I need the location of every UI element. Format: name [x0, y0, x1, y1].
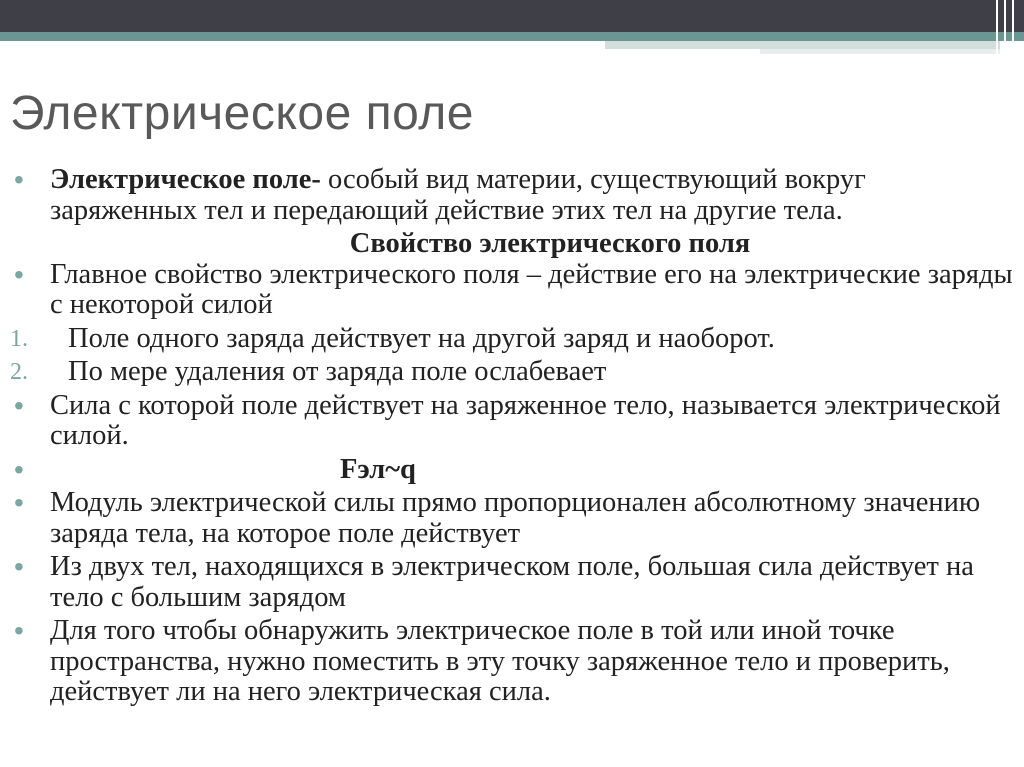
list-item — [0, 552, 1020, 613]
definition-text: особый вид материи, существующий вокруг заряженных тел и передающий действие этих тел на другие тела. — [50, 164, 866, 226]
slide-content — [0, 165, 1020, 708]
bullet-icon: • — [14, 551, 24, 582]
list-item — [0, 260, 1020, 321]
header-bar-light — [605, 41, 1000, 49]
list-item-text: Для того чтобы обнаружить электрическое поле в той или иной точке пространства, нужно поместить в эту точку заряженное тело и проверить, действует ли на него электрическая сила. — [50, 615, 950, 707]
numbered-item — [0, 324, 1020, 355]
numbered-item-text: По мере удаления от заряда поле ослабевает — [68, 356, 607, 387]
numbered-item-text: Поле одного заряда действует на другой заряд и наоборот. — [68, 322, 775, 354]
header-bar-teal — [0, 32, 1024, 41]
header-stripe — [1012, 0, 1014, 68]
formula: Fэл~q — [340, 453, 416, 485]
bullet-icon: • — [14, 164, 24, 195]
list-item — [0, 391, 1020, 452]
bullet-icon: • — [14, 453, 24, 485]
section-heading: Свойство электрического поля — [349, 228, 751, 259]
list-item-text: Главное свойство электрического поля – действие его на электрические заряды с некоторой силой — [50, 258, 1013, 320]
definition-term: Электрическое поле- — [50, 164, 321, 195]
header-stripe — [1004, 0, 1006, 68]
header-bar-light-secondary — [760, 49, 1000, 54]
slide-title: Электрическое поле — [10, 87, 474, 140]
header-bar-dark — [0, 0, 1024, 32]
force-definition-text: Сила с которой поле действует на заряженное тело, называется электрической силой. — [50, 389, 1001, 451]
header-stripe — [996, 0, 998, 68]
formula-item — [0, 455, 1020, 486]
bullet-icon: • — [14, 258, 24, 290]
number-marker: 2. — [10, 359, 28, 385]
bullet-icon: • — [14, 615, 24, 646]
list-item-text: Из двух тел, находящихся в электрическом поле, большая сила действует на тело с большим зарядом — [50, 551, 974, 613]
list-item — [0, 488, 1020, 549]
bullet-icon: • — [14, 487, 24, 518]
definition-item — [0, 165, 1020, 226]
number-marker: 1. — [10, 325, 28, 352]
numbered-item — [0, 357, 1020, 388]
list-item — [0, 616, 1020, 708]
list-item-text: Модуль электрической силы прямо пропорционален абсолютному значению заряда тела, на которое поле действует — [50, 487, 981, 549]
bullet-icon: • — [14, 389, 24, 421]
